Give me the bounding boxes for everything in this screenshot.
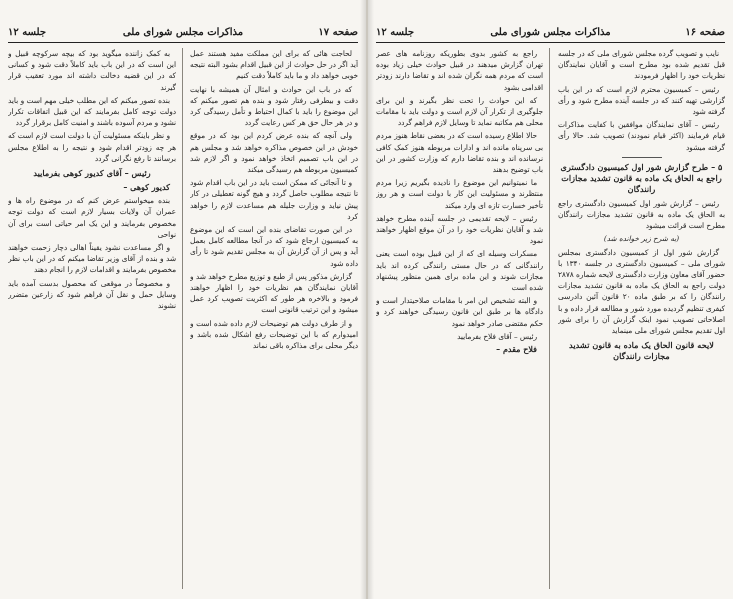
session-number: جلسه ۱۲ (376, 27, 415, 38)
paragraph: ولی آنچه که بنده عرض کردم این بود که در موقع خودش در این خصوص مذاکره خواهد شد و مجلس هم در این باب تصمیم اتخاذ خواهد نمود و اگر لازم شد کمیسیون مربوطه هم رسیدگی میکند (190, 131, 358, 175)
paragraph: گزارش شور اول از کمیسیون دادگستری بمجلس شورای ملی – کمیسیون دادگستری در جلسه ۱۳۴۰ با حضور آقای معاون وزارت دادگستری لایحه شماره ۲۸۷۸ دولت راجع به الحاق یک ماده به قانون تشدید مجازات رانندگان را که بر طبق ماده ۲۰ قانون آئین دادرسی کیفری تنظیم گردیده مورد شور و مطالعه قرار داده و با اصلاحاتی تصویب نمود اینک گزارش آن را برای شور اول تقدیم مجلس شورای ملی مینماید (558, 247, 725, 336)
paragraph: که این حوادث را تحت نظر بگیرند و این برای جلوگیری از تکرار آن لازم است و دولت باید با مقامات محلی هم مکاتبه نماید تا وسایل لازم فراهم گردد (376, 95, 543, 128)
paragraph: بنده میخواستم عرض کنم که در موضوع راه ها و عمران آن ولایات بسیار لازم است که دولت توجه مخصوص بفرمایند و این یک امر حیاتی است برای آن نواحی (8, 196, 176, 239)
paragraph: که در باب این حوادث و امثال آن همیشه با نهایت دقت و بیطرفی رفتار شود و بنده هم تصور میکنم که این موضوع را باید با کمال احتیاط و تأمل رسیدگی کرد و در هر حال حق هر کس رعایت گردد (190, 84, 358, 128)
paragraph: رئیس – آقای فلاح بفرمایید (457, 331, 537, 341)
paragraph: ما نمیتوانیم این موضوع را نادیده بگیریم زیرا مردم منتظرند و مسئولیت این کار با دولت است و هر روز تأخیر خسارت تازه ای وارد میکند (376, 178, 543, 210)
paragraph: و تا آنجائی که ممکن است باید در این باب اقدام شود تا نتیجه مطلوب حاصل گردد و هیچ گونه تعطیلی در کار پیش نیاید و وزارت جلیله هم مساعدت لازم را خواهد کرد (190, 178, 358, 221)
reading-note: (به شرح زیر خوانده شد) (603, 234, 680, 244)
paragraph (376, 344, 543, 355)
left-page (0, 0, 366, 599)
page-title: مذاکرات مجلس شورای ملی (490, 27, 611, 38)
paragraph: و اگر مساعدت نشود یقیناً اهالی دچار زحمت خواهند شد و بنده از آقای وزیر تقاضا میکنم که در این باب نظر مخصوص بفرمایند و اقدامات لازم را انجام دهند (8, 243, 176, 275)
left-page-header (8, 26, 358, 43)
left-page-left-column (8, 48, 176, 591)
paragraph: نایب و تصویب گرده مجلس شورای ملی که در جلسه قبل تقدیم شده بود مطرح است و آقایان نمایندگان نظریات خود را اظهار فرمودند (558, 49, 725, 81)
paragraph: رئیس – گزارش شور اول کمیسیون دادگستری راجع به الحاق یک ماده به قانون تشدید مجازات رانندگان مطرح است قرائت میشود (558, 198, 725, 231)
column-divider (182, 48, 183, 589)
paragraph: و از طرف دولت هم توضیحات لازم داده شده است و امیدوارم که با این توضیحات رفع اشکال شده باشد و دیگر محلی برای مذاکره باقی نماند (190, 318, 358, 351)
paragraph: و نظر باینکه مسئولیت آن با دولت است لازم است که هر چه زودتر اقدام شود و نتیجه را به اطلاع مجلس برسانند تا رفع نگرانی گردد (8, 131, 176, 163)
speaker-heading: رئیس – آقای کدیور کوهی بفرمایید (33, 168, 151, 179)
paragraph: گزارش مذکور پس از طبع و توزیع مطرح خواهد شد و آقایان نمایندگان هم نظریات خود را اظهار خواهند فرمود و بالاخره هر طور که اکثریت تصویب کرد عمل میشود و این ترتیب قانونی است (190, 271, 358, 315)
right-page (368, 0, 733, 599)
column-divider (549, 48, 550, 589)
left-page-right-column (190, 48, 358, 591)
paragraph: رئیس – کمیسیون محترم لازم است که در این باب گزارشی تهیه کنند که در جلسه آینده مطرح شود و رأی گرفته شود (558, 84, 725, 117)
paragraph: و البته تشخیص این امر با مقامات صلاحیتدار است و دادگاه ها بر طبق این قانون رسیدگی خواهند کرد و حکم مقتضی صادر خواهد نمود (376, 296, 543, 328)
session-number: جلسه ۱۲ (8, 27, 47, 38)
paragraph: به کمک زاننده میگوید بود که بیچه سرکوچه قبیل و این است که در این باب باید کاملاً دقت شود و کسانی که در این قضیه دخالت داشته اند مورد تعقیب قرار گیرند (8, 49, 176, 92)
section-divider (622, 157, 662, 158)
paragraph: مسکرات وسیله ای که از این قبیل بوده است یعنی رانندگانی که در حال مستی رانندگی کرده اند باید مجازات شوند و این ماده برای همین منظور پیشنهاد شده است (376, 249, 543, 293)
speaker-name: کدیور کوهی – (123, 182, 170, 193)
page-shadow (368, 0, 374, 599)
paragraph: رئیس – لایحه تقدیمی در جلسه آینده مطرح خواهد شد و آقایان نظریات خود را در آن موقع اظهار خواهند نمود (376, 213, 543, 246)
right-page-right-column (558, 48, 725, 591)
paragraph (8, 182, 176, 193)
paragraph: لحاجت هائی که برای این مملکت مفید هستند عمل آید اگر در حل حوادث از این قبیل اقدام بشود البته نتیجه خوبی خواهد داد و ما باید کاملاً دقت کنیم (190, 49, 358, 81)
agenda-heading: ۵ – طرح گزارش شور اول کمیسیون دادگستری راجع به الحاق یک ماده به قانون تشدید مجازات رانندگان (560, 161, 723, 194)
paragraph: و مخصوصاً در موقعی که محصول بدست آمده باید وسایل حمل و نقل آن فراهم شود که زارعین متضرر نشوند (8, 278, 176, 311)
right-page-header (376, 26, 725, 43)
paragraph: حالا اطلاع رسیده است که در بعضی نقاط هنوز مردم بی سرپناه مانده اند و ادارات مربوطه هنوز کمک کافی نرسانده اند و بنده تقاضا دارم که وزارت کشور در این باب توضیح بدهند (376, 131, 543, 175)
paragraph: راجع به کشور بدوی بطوریکه روزنامه های عصر تهران گزارش میدهند در قبیل حوادث خیلی زیاد بوده است که مردم همه نگران شده اند و تقاضا دارند زودتر اقدامی بشود (376, 49, 543, 92)
page-number: صفحه ۱۷ (318, 27, 358, 38)
page-title: مذاکرات مجلس شورای ملی (122, 27, 244, 38)
bill-title: لایحه قانون الحاق یک ماده به قانون تشدید مجازات رانندگان (569, 340, 714, 362)
paragraph: رئیس – آقای نمایندگان موافقین با کفایت مذاکرات قیام فرمایند (اکثر قیام نمودند) تصویب شد. حالا رأی گرفته میشود (558, 120, 725, 152)
paragraph: در این صورت تقاضای بنده این است که این موضوع به کمیسیون ارجاع شود که در آنجا مطالعه کامل بعمل آید و پس از آن گزارش آن به مجلس تقدیم شود تا رأی داده شود (190, 225, 358, 268)
paragraph: بنده تصور میکنم که این مطلب خیلی مهم است و باید دولت توجه کامل بفرمایند که این قبیل اتفاقات تکرار نشود و مردم آسوده باشند و امنیت کامل برقرار گردد (8, 95, 176, 128)
right-page-left-column (376, 48, 543, 591)
speaker-name: فلاح مقدم – (496, 344, 537, 355)
page-number: صفحه ۱۶ (685, 27, 725, 38)
